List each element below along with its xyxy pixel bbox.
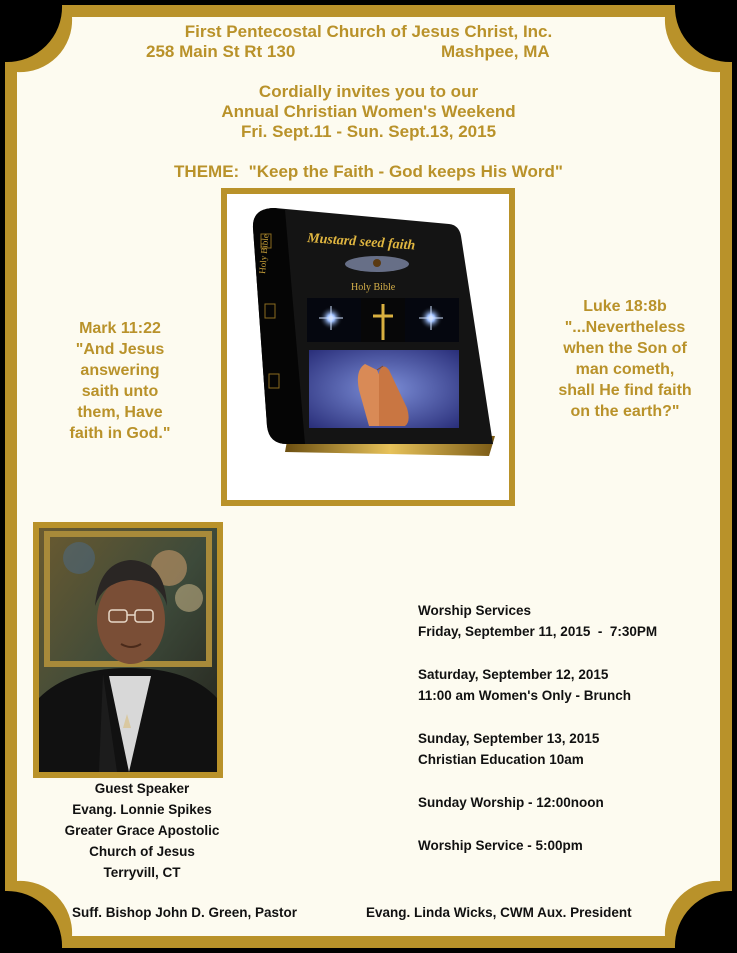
speaker-info xyxy=(20,778,264,883)
speaker-church-line-2: Church of Jesus xyxy=(89,844,195,859)
service-sunday-date: Sunday, September 13, 2015 xyxy=(418,731,600,746)
theme: THEME: "Keep the Faith - God keeps His Word" xyxy=(174,162,563,181)
verse-right xyxy=(530,296,720,422)
spine-title-text: Holy Bible xyxy=(257,233,271,275)
verse-right-line-2: when the Son of xyxy=(563,340,687,357)
verse-right-line-1: "...Nevertheless xyxy=(564,319,686,336)
footer-pastor: Suff. Bishop John D. Green, Pastor xyxy=(72,905,298,920)
speaker-church-line-1: Greater Grace Apostolic xyxy=(64,823,220,838)
speaker-photo-frame xyxy=(33,522,223,778)
invite-line-2: Annual Christian Women's Weekend xyxy=(221,102,516,121)
church-name: First Pentecostal Church of Jesus Christ, Inc. xyxy=(184,22,553,41)
verse-left-line-3: saith unto xyxy=(81,383,159,400)
verse-right-line-4: shall He find faith xyxy=(558,382,692,399)
service-saturday-date: Saturday, September 12, 2015 xyxy=(418,667,609,682)
verse-right-line-5: on the earth?" xyxy=(570,403,680,420)
verse-left-reference: Mark 11:22 xyxy=(79,320,161,337)
service-evening-worship: Worship Service - 5:00pm xyxy=(418,838,583,853)
cover-subtitle-text: Holy Bible xyxy=(351,282,396,293)
bible-illustration xyxy=(227,194,509,500)
speaker-photo xyxy=(39,528,217,772)
address-street: 258 Main St Rt 130 xyxy=(146,42,296,61)
verse-left-line-5: faith in God." xyxy=(69,425,171,442)
cover-title-text: Mustard seed faith xyxy=(306,231,416,254)
bible-image-frame xyxy=(221,188,515,506)
verse-right-reference: Luke 18:8b xyxy=(583,298,667,315)
service-saturday-event: 11:00 am Women's Only - Brunch xyxy=(418,688,632,703)
verse-left-line-4: them, Have xyxy=(77,404,163,421)
worship-services xyxy=(418,600,657,856)
speaker-title: Guest Speaker xyxy=(94,781,190,796)
service-sunday-event: Christian Education 10am xyxy=(418,752,584,767)
services-heading: Worship Services xyxy=(418,603,532,618)
service-friday: Friday, September 11, 2015 - 7:30PM xyxy=(418,624,658,639)
invite-line-1: Cordially invites you to our xyxy=(258,82,479,101)
address-city: Mashpee, MA xyxy=(441,42,550,61)
invite-line-3: Fri. Sept.11 - Sun. Sept.13, 2015 xyxy=(240,122,497,141)
speaker-name: Evang. Lonnie Spikes xyxy=(72,802,212,817)
verse-left-line-2: answering xyxy=(80,362,160,379)
speaker-location: Terryvill, CT xyxy=(103,865,181,880)
footer-president: Evang. Linda Wicks, CWM Aux. President xyxy=(366,905,632,920)
verse-left-line-1: "And Jesus xyxy=(75,341,165,358)
verse-right-line-3: man cometh, xyxy=(575,361,675,378)
service-sunday-worship: Sunday Worship - 12:00noon xyxy=(418,795,604,810)
verse-left xyxy=(40,318,200,444)
